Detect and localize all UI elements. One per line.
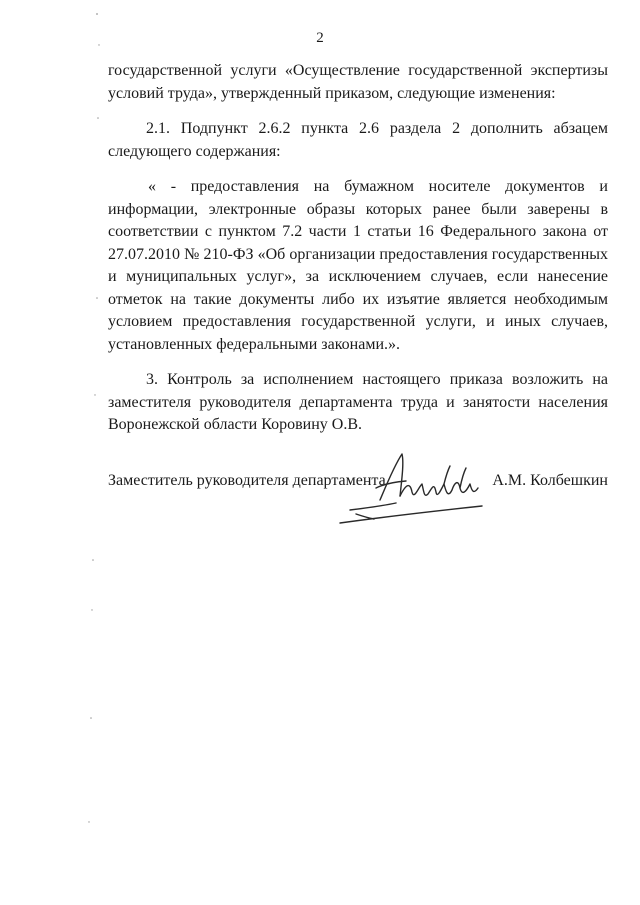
handwritten-signature: [336, 448, 501, 528]
signatory-title: Заместитель руководителя департамента: [108, 472, 386, 489]
signature-block: [108, 470, 608, 530]
paragraph-intro: государственной услуги «Осуществление государственной экспертизы условий труда», утвержденный приказом, следующие изменения:: [108, 62, 608, 102]
signatory-name: А.М. Колбешкин: [492, 472, 608, 489]
page-number: 2: [316, 30, 324, 46]
paragraph-quoted-addition: « - предоставления на бумажном носителе документов и информации, электронные образы которых ранее были заверены в соответствии с пунктом 7.2 части 1 статьи 16 Федерального закона от 27.07.2010 № 210-ФЗ «Об организации предоставления государственных и муниципальных услуг», за исключением случаев, если нанесение отметок на такие документы либо их изъятие является необходимым условием предоставления государственной услуги, и иных случаев, установленных федеральными законами.».: [108, 178, 608, 353]
document-body: [108, 60, 608, 437]
paragraph-3-control: 3. Контроль за исполнением настоящего приказа возложить на заместителя руководителя департамента труда и занятости населения Воронежской области Коровину О.В.: [108, 371, 608, 433]
paragraph-2-1: 2.1. Подпункт 2.6.2 пункта 2.6 раздела 2 дополнить абзацем следующего содержания:: [108, 120, 608, 160]
scan-margin-marks: [0, 0, 120, 905]
